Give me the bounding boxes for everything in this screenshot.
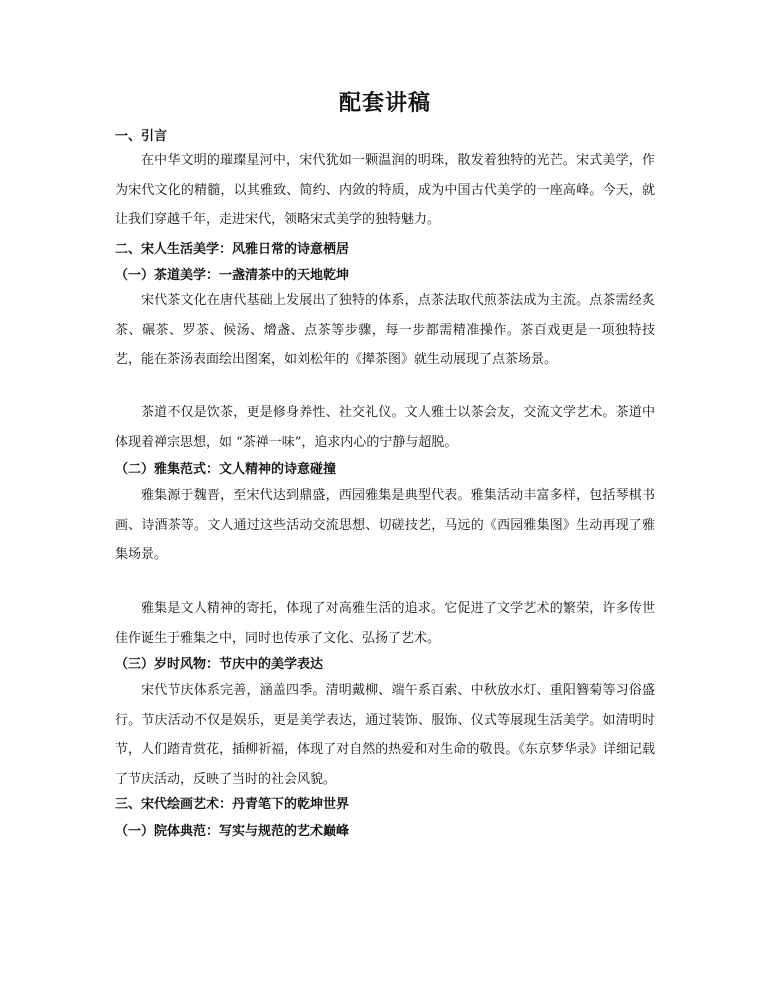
section-heading-painting-art: 三、宋代绘画艺术：丹青笔下的乾坤世界 [115, 797, 350, 812]
subsection-heading-literati-gathering: （二）雅集范式：文人精神的诗意碰撞 [115, 462, 337, 477]
subsection-heading-academy-style: （一）院体典范：写实与规范的艺术巅峰 [115, 824, 350, 839]
paragraph-festivals: 宋代节庆体系完善，涵盖四季。清明戴柳、端午系百索、中秋放水灯、重阳簪菊等习俗盛行。节庆活动不仅是娱乐，更是美学表达，通过装饰、服饰、仪式等展现生活美学。如清明时节，人们踏青赏花，插柳祈福，体现了对自然的热爱和对生命的敬畏。《东京梦华录》详细记载了节庆活动，反映了当时的社会风貌。 [115, 683, 655, 787]
paragraph-introduction: 在中华文明的璀璨星河中，宋代犹如一颗温润的明珠，散发着独特的光芒。宋式美学，作为宋代文化的精髓，以其雅致、简约、内敛的特质，成为中国古代美学的一座高峰。今天，就让我们穿越千年，走进宋代，领略宋式美学的独特魅力。 [115, 153, 655, 227]
section-heading-introduction: 一、引言 [115, 129, 168, 144]
paragraph-tea-ceremony: 茶道不仅是饮茶，更是修身养性、社交礼仪。文人雅士以茶会友，交流文学艺术。茶道中体现着禅宗思想，如 “茶禅一味”，追求内心的宁静与超脱。 [115, 405, 655, 450]
document-title: 配套讲稿 [338, 90, 431, 116]
subsection-heading-tea-aesthetics: （一）茶道美学：一盏清茶中的天地乾坤 [115, 268, 350, 283]
subsection-heading-festivals: （三）岁时风物：节庆中的美学表达 [115, 657, 324, 672]
paragraph-gathering-origin: 雅集源于魏晋，至宋代达到鼎盛，西园雅集是典型代表。雅集活动丰富多样，包括琴棋书画、诗酒茶等。文人通过这些活动交流思想、切磋技艺，马远的《西园雅集图》生动再现了雅集场景。 [115, 488, 655, 562]
paragraph-gathering-spirit: 雅集是文人精神的寄托，体现了对高雅生活的追求。它促进了文学艺术的繁荣，许多传世佳作诞生于雅集之中，同时也传承了文化、弘扬了艺术。 [115, 601, 655, 646]
paragraph-tea-culture: 宋代茶文化在唐代基础上发展出了独特的体系，点茶法取代煎茶法成为主流。点茶需经炙茶、碾茶、罗茶、候汤、熁盏、点茶等步骤，每一步都需精准操作。茶百戏更是一项独特技艺，能在茶汤表面绘出图案，如刘松年的《撵茶图》就生动展现了点茶场景。 [115, 293, 655, 367]
section-heading-life-aesthetics: 二、宋人生活美学：风雅日常的诗意栖居 [115, 242, 350, 257]
